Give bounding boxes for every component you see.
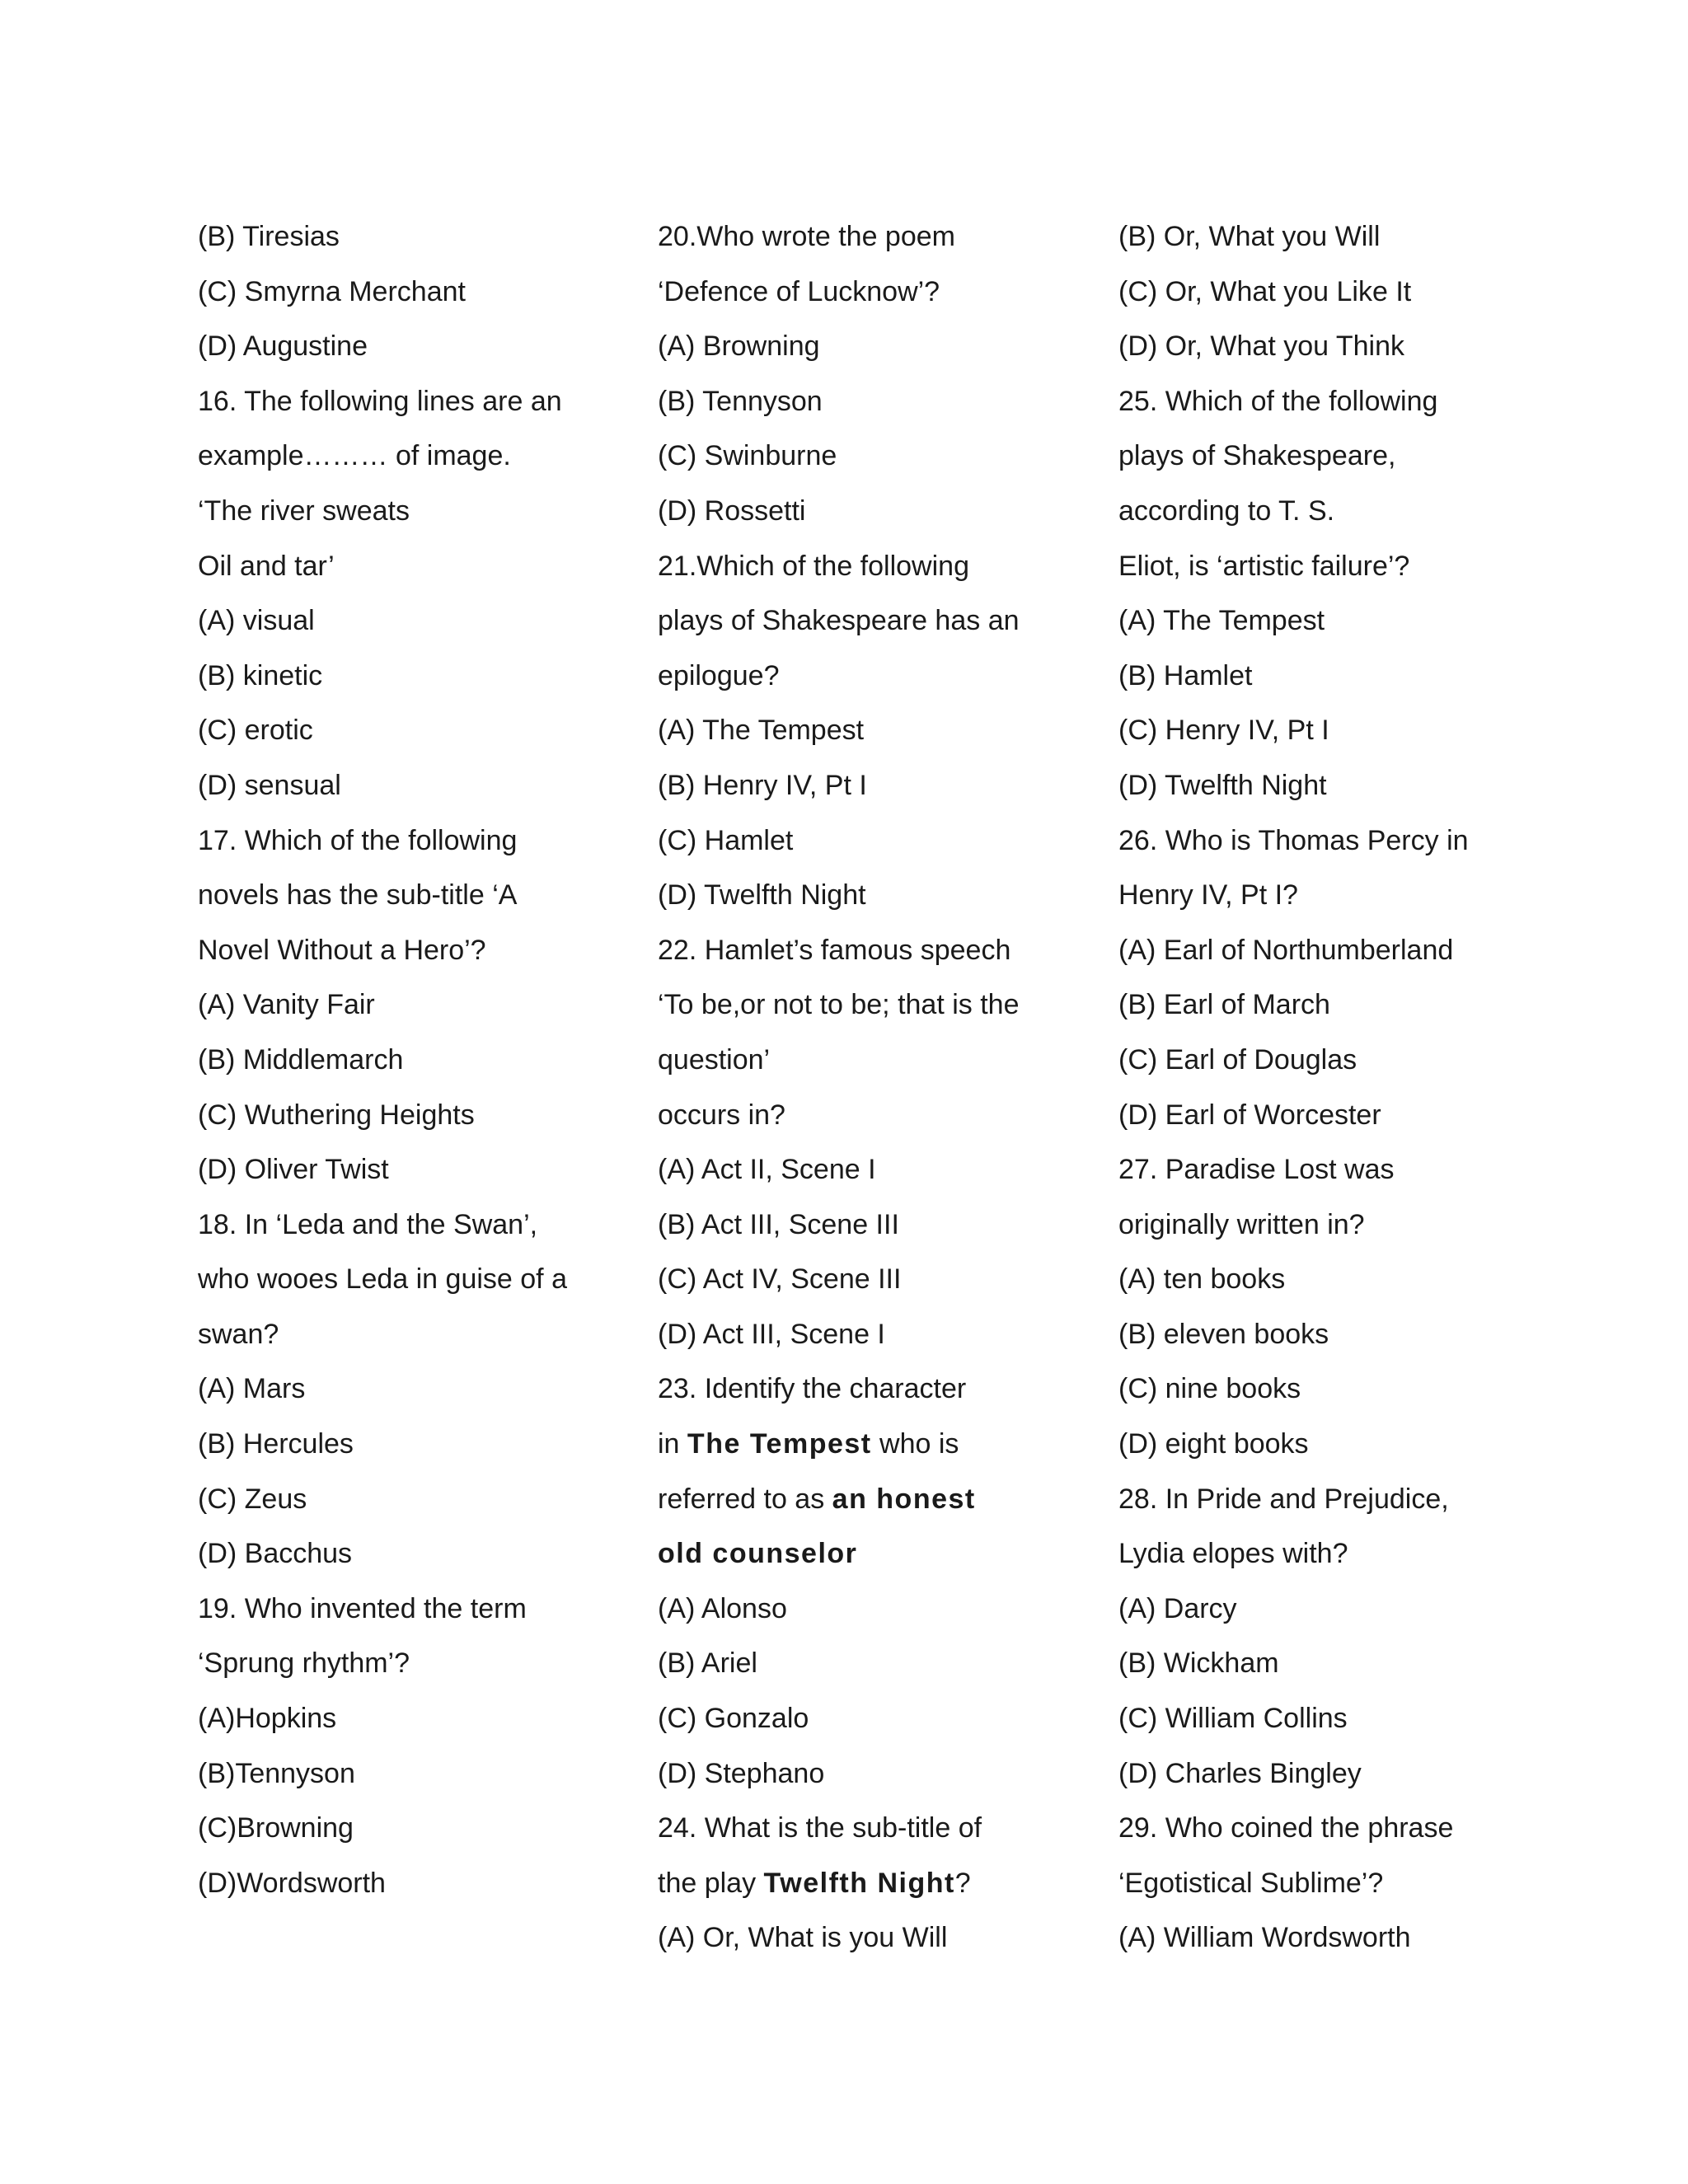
text-line: (B) Hercules xyxy=(198,1428,354,1460)
text-line xyxy=(658,1526,1086,1582)
text-line: 29. Who coined the phrase xyxy=(1118,1812,1454,1844)
bold-text-span: The Tempest xyxy=(687,1428,872,1460)
text-line: (D) sensual xyxy=(198,769,341,801)
text-line: (B) Earl of March xyxy=(1118,989,1330,1021)
text-line: (D) Twelfth Night xyxy=(1118,769,1327,801)
text-line: (D)Wordsworth xyxy=(198,1867,386,1899)
column-2 xyxy=(658,209,1086,1966)
text-line: ‘To be,or not to be; that is the xyxy=(658,989,1020,1021)
text-line: plays of Shakespeare has an xyxy=(658,605,1020,637)
text-line: novels has the sub-title ‘A xyxy=(198,879,518,912)
text-line: (C) Zeus xyxy=(198,1483,307,1515)
text-line: 21.Which of the following xyxy=(658,550,969,582)
text-line: (C)Browning xyxy=(198,1812,354,1844)
text-line: (D) eight books xyxy=(1118,1428,1309,1460)
column-3 xyxy=(1118,209,1547,1966)
text-line: 27. Paradise Lost was xyxy=(1118,1154,1395,1186)
text-line: (A) William Wordsworth xyxy=(1118,1922,1411,1954)
text-line: (D) Earl of Worcester xyxy=(1118,1099,1381,1131)
text-line xyxy=(658,1856,1086,1911)
text-line: (A) visual xyxy=(198,605,315,637)
text-line: (D) Or, What you Think xyxy=(1118,330,1405,363)
text-line: ‘Egotistical Sublime’? xyxy=(1118,1867,1384,1899)
text-line: (C) erotic xyxy=(198,715,313,747)
text-span: the play xyxy=(658,1867,764,1899)
text-line: (D) Rossetti xyxy=(658,494,806,527)
text-span: in xyxy=(658,1428,687,1460)
text-line: (D) Act III, Scene I xyxy=(658,1318,885,1350)
text-line: (D) Charles Bingley xyxy=(1118,1757,1362,1789)
text-line: (D) Oliver Twist xyxy=(198,1154,389,1186)
text-line: ‘The river sweats xyxy=(198,494,410,527)
text-line: (B) kinetic xyxy=(198,659,323,691)
text-line: (C) Gonzalo xyxy=(658,1703,809,1735)
text-line xyxy=(658,1417,1086,1472)
text-line: (A) Earl of Northumberland xyxy=(1118,934,1454,966)
text-line: according to T. S. xyxy=(1118,494,1335,527)
text-span: referred to as xyxy=(658,1483,832,1515)
text-line xyxy=(658,1472,1086,1527)
text-line: (A) The Tempest xyxy=(1118,605,1325,637)
text-line: 26. Who is Thomas Percy in xyxy=(1118,824,1469,856)
text-line: (B) Act III, Scene III xyxy=(658,1208,899,1240)
text-line: 16. The following lines are an xyxy=(198,385,562,417)
text-line: Novel Without a Hero’? xyxy=(198,934,486,966)
text-line: (D) Bacchus xyxy=(198,1538,353,1570)
text-line: (B) Wickham xyxy=(1118,1647,1279,1680)
text-span: who is xyxy=(871,1428,959,1460)
text-line: 19. Who invented the term xyxy=(198,1592,527,1624)
text-line: 20.Who wrote the poem xyxy=(658,221,955,252)
bold-text-span: an honest xyxy=(832,1483,976,1515)
text-line: (A) ten books xyxy=(1118,1263,1286,1296)
column-1 xyxy=(198,209,626,1910)
text-line: plays of Shakespeare, xyxy=(1118,440,1396,472)
text-line: Eliot, is ‘artistic failure’? xyxy=(1118,550,1410,582)
text-line: (B) Tiresias xyxy=(198,221,340,252)
text-line: Oil and tar’ xyxy=(198,550,335,582)
text-line: (C) Henry IV, Pt I xyxy=(1118,715,1329,747)
text-line: (A) The Tempest xyxy=(658,715,865,747)
text-line: (A) Vanity Fair xyxy=(198,989,375,1021)
text-line: (A) Or, What is you Will xyxy=(658,1922,948,1954)
text-line: (C) Swinburne xyxy=(658,440,837,472)
text-line: 24. What is the sub-title of xyxy=(658,1812,982,1844)
bold-text-span: old counselor xyxy=(658,1538,858,1570)
text-line: (B)Tennyson xyxy=(198,1757,355,1789)
text-line: (A) Browning xyxy=(658,330,820,363)
text-line: ‘Defence of Lucknow’? xyxy=(658,275,940,307)
text-line: (C) Smyrna Merchant xyxy=(198,275,466,307)
text-line: 22. Hamlet’s famous speech xyxy=(658,934,1011,966)
text-line: swan? xyxy=(198,1318,279,1350)
text-line: 17. Which of the following xyxy=(198,824,518,856)
text-line: (C) Act IV, Scene III xyxy=(658,1263,902,1296)
text-line: Lydia elopes with? xyxy=(1118,1538,1348,1570)
text-line: epilogue? xyxy=(658,659,780,691)
text-line: (C) Wuthering Heights xyxy=(198,1099,475,1131)
text-line: (A) Mars xyxy=(198,1373,306,1405)
text-line: (A) Darcy xyxy=(1118,1592,1237,1624)
bold-text-span: Twelfth Night xyxy=(763,1867,955,1899)
text-line: (B) Hamlet xyxy=(1118,659,1253,691)
text-span: ? xyxy=(954,1867,971,1899)
text-line: ‘Sprung rhythm’? xyxy=(198,1647,410,1680)
text-line: originally written in? xyxy=(1118,1208,1365,1240)
text-line: occurs in? xyxy=(658,1099,785,1131)
text-line: (A) Alonso xyxy=(658,1592,787,1624)
text-line: who wooes Leda in guise of a xyxy=(198,1263,567,1296)
text-line: 18. In ‘Leda and the Swan’, xyxy=(198,1208,538,1240)
text-line: 25. Which of the following xyxy=(1118,385,1438,417)
text-line: example……… of image. xyxy=(198,440,511,472)
text-line: (D) Stephano xyxy=(658,1757,825,1789)
text-line: (A)Hopkins xyxy=(198,1703,337,1735)
text-line: (C) nine books xyxy=(1118,1373,1301,1405)
text-line: Henry IV, Pt I? xyxy=(1118,879,1298,912)
text-line: (D) Twelfth Night xyxy=(658,879,866,912)
text-line: 28. In Pride and Prejudice, xyxy=(1118,1483,1449,1515)
text-line: (B) Or, What you Will xyxy=(1118,221,1381,252)
text-line: (C) Hamlet xyxy=(658,824,794,856)
text-line: (C) William Collins xyxy=(1118,1703,1348,1735)
text-line: (D) Augustine xyxy=(198,330,368,363)
text-line: (B) Middlemarch xyxy=(198,1043,404,1076)
text-line: (C) Or, What you Like It xyxy=(1118,275,1412,307)
text-line: (C) Earl of Douglas xyxy=(1118,1043,1357,1076)
text-line: (B) Henry IV, Pt I xyxy=(658,769,867,801)
text-line: (B) Tennyson xyxy=(658,385,823,417)
text-line: (A) Act II, Scene I xyxy=(658,1154,876,1186)
text-line: (B) Ariel xyxy=(658,1647,757,1680)
text-line: (B) eleven books xyxy=(1118,1318,1329,1350)
text-line: question’ xyxy=(658,1043,771,1076)
text-line: 23. Identify the character xyxy=(658,1373,967,1405)
